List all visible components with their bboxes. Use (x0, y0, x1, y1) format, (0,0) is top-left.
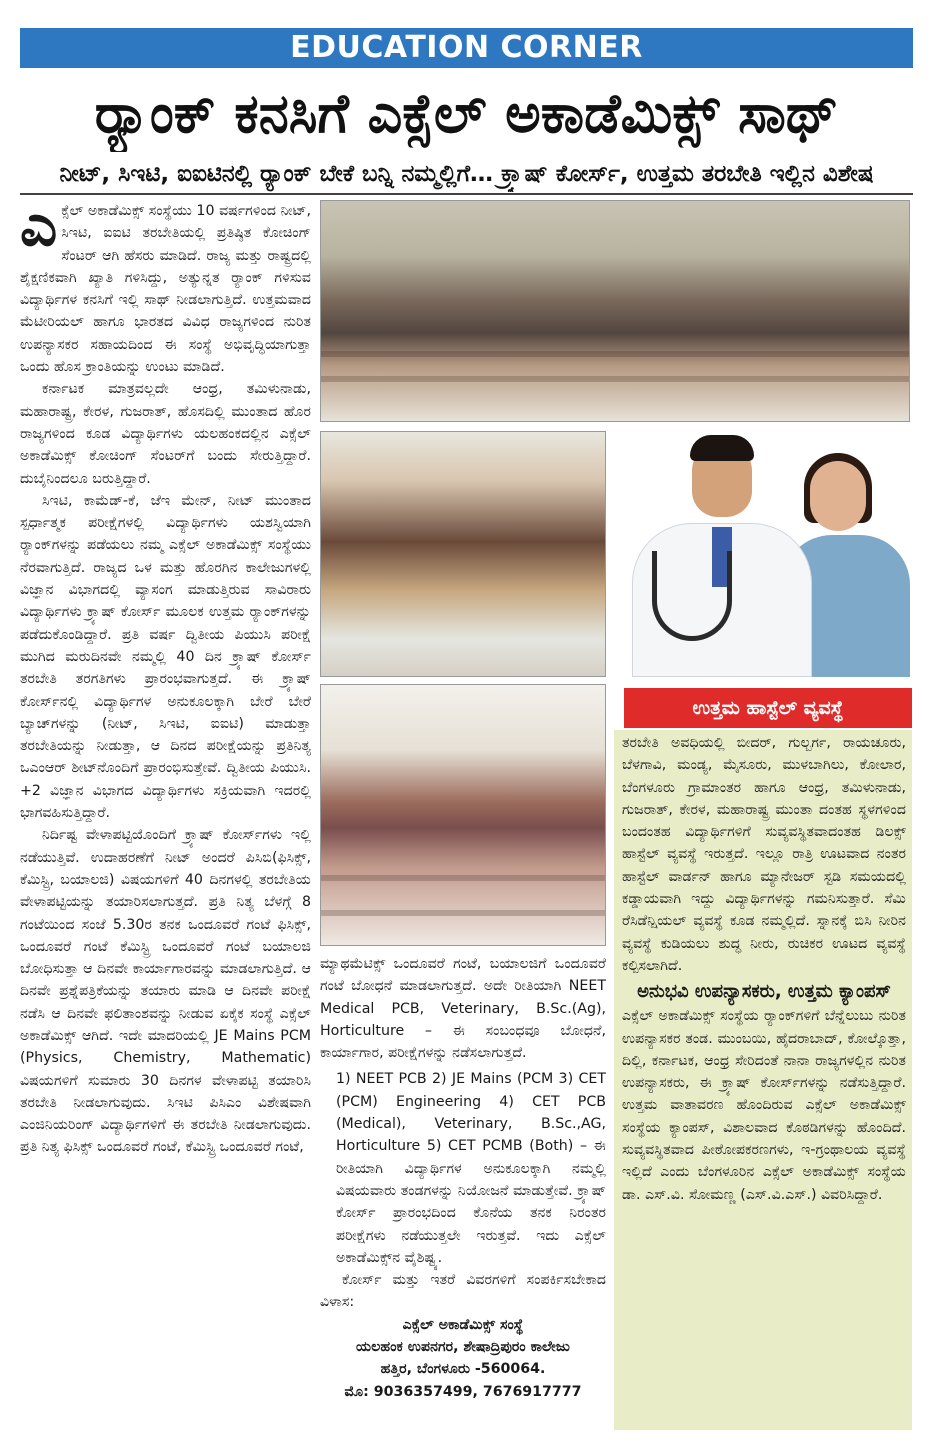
contact-name: ಎಕ್ಸೆಲ್ ಅಕಾಡೆಮಿಕ್ಸ್ ಸಂಸ್ಥೆ (402, 1316, 524, 1333)
classroom-photo (320, 200, 910, 422)
paragraph: ಕೋರ್ಸ್ ಮತ್ತು ಇತರೆ ವಿವರಗಳಿಗೆ ಸಂಪರ್ಕಿಸಬೇಕಾದ ವಿಳಾಸ: (320, 1272, 606, 1311)
exam-hall-photo (320, 684, 606, 946)
desk-row (321, 351, 909, 357)
paragraph: ಸಿಇಟಿ, ಕಾಮೆಡ್-ಕೆ, ಜೆಇ ಮೇನ್, ನೀಟ್ ಮುಂತಾದ ಸ್ಪರ್ಧಾತ್ಮಕ ಪರೀಕ್ಷೆಗಳಲ್ಲಿ ವಿದ್ಯಾರ್ಥಿಗಳು ಯಶಸ್ವಿಯಾಗಿ ರ್‍ಯಾಂಕ್‌ಗಳನ್ನು ಪಡೆಯಲು ನಮ್ಮ ಎಕ್ಸೆಲ್ ಅಕಾಡೆಮಿಕ್ಸ್ ಸಂಸ್ಥೆಯು ನೆರವಾಗುತ್ತಿದೆ. ರಾಜ್ಯದ ಒಳ ಮತ್ತು ಹೊರಗಿನ ಕಾಲೇಜುಗಳಲ್ಲಿ ವಿಜ್ಞಾನ ವಿಭಾಗದಲ್ಲಿ ವ್ಯಾಸಂಗ ಮಾಡುತ್ತಿರುವ ಸಾವಿರಾರು ವಿದ್ಯಾರ್ಥಿಗಳು ಕ್ರ್ಯಾಷ್ ಕೋರ್ಸ್ ಮೂಲಕ ಉತ್ತಮ ರ್‍ಯಾಂಕ್‌ಗಳನ್ನು ಪಡೆದುಕೊಂಡಿದ್ದಾರೆ. ಪ್ರತಿ ವರ್ಷ ದ್ವಿತೀಯ ಪಿಯುಸಿ ಪರೀಕ್ಷೆ ಮುಗಿದ ಮರುದಿನವೇ ನಮ್ಮಲ್ಲಿ 40 ದಿನ ಕ್ರ್ಯಾಷ್ ಕೋರ್ಸ್ ತರಬೇತಿ ತರಗತಿಗಳು ಪ್ರಾರಂಭವಾಗುತ್ತದೆ. ಈ ಕ್ರ್ಯಾಷ್ ಕೋರ್ಸ್‌ನಲ್ಲಿ ವಿದ್ಯಾರ್ಥಿಗಳ ಅನುಕೂಲಕ್ಕಾಗಿ ಬೇರೆ ಬೇರೆ ಬ್ಯಾಚ್‌ಗಳನ್ನು (ನೀಟ್, ಸಿಇಟಿ, ಐಐಟಿ) ಮಾಡುತ್ತಾ ತರಬೇತಿಯನ್ನು ನೀಡುತ್ತಾ, ಆ ದಿನದ ಪರೀಕ್ಷೆಯನ್ನು ಪ್ರತಿನಿತ್ಯ ಒಎಂಆರ್ ಶೀಟ್‌ನೊಂದಿಗೆ ಪ್ರಾರಂಭಿಸುತ್ತೇವೆ. ದ್ವಿತೀಯ ಪಿಯುಸಿ. +2 ವಿಜ್ಞಾನ ವಿಭಾಗದ ವಿದ್ಯಾರ್ಥಿಗಳು ಸಕ್ರಿಯವಾಗಿ ಇದರಲ್ಲಿ ಭಾಗವಹಿಸುತ್ತಿದ್ದಾರೆ. (20, 492, 311, 822)
paragraph: ಮ್ಯಾಥಮೆಟಿಕ್ಸ್ ಒಂದೂವರೆ ಗಂಟೆ, ಬಯಾಲಜಿಗೆ ಒಂದೂವರೆ ಗಂಟೆ ಬೋಧನೆ ಮಾಡಲಾಗುತ್ತದೆ. ಅದೇ ರೀತಿಯಾಗಿ NEET Medical PCB, Veterinary, B.Sc.(Ag), Horticulture – ಈ ಸಂಬಂಧವೂ ಬೋಧನೆ, ಕಾರ್ಯಾಗಾರ, ಪರೀಕ್ಷೆಗಳನ್ನು ನಡೆಸಲಾಗುತ್ತದೆ. (320, 956, 606, 1062)
contact-address: ಹತ್ತಿರ, ಬೆಂಗಳೂರು -560064. (380, 1361, 546, 1378)
contact-phone: ಮೊ: 9036357499, 7676917777 (344, 1383, 582, 1400)
paragraph: ಎಕ್ಸೆಲ್ ಅಕಾಡೆಮಿಕ್ಸ್ ಸಂಸ್ಥೆಯ ರ್‍ಯಾಂಕ್‌ಗಳಿಗೆ ಬೆನ್ನೆಲುಬು ನುರಿತ ಉಪನ್ಯಾಸಕರ ತಂಡ. ಮುಂಬಯಿ, ಹೈದರಾಬಾದ್, ಕೋಲ್ಕೊತ್ತಾ, ದಿಲ್ಲಿ, ಕರ್ನಾಟಕ, ಆಂಧ್ರ ಸೇರಿದಂತೆ ನಾನಾ ರಾಜ್ಯಗಳಲ್ಲಿನ ನುರಿತ ಉಪನ್ಯಾಸಕರು, ಈ ಕ್ರ್ಯಾಷ್ ಕೋರ್ಸ್‌ಗಳನ್ನು ನಡೆಸುತ್ತಿದ್ದಾರೆ. ಉತ್ತಮ ವಾತಾವರಣ ಹೊಂದಿರುವ ಎಕ್ಸೆಲ್ ಅಕಾಡೆಮಿಕ್ಸ್ ಸಂಸ್ಥೆಯ ಕ್ಯಾಂಪಸ್, ವಿಶಾಲವಾದ ಕೊಠಡಿಗಳನ್ನು ಹೊಂದಿದೆ. ಸುವ್ಯವಸ್ಥಿತವಾದ ಪೀಠೋಪಕರಣಗಳು, ಇ-ಗ್ರಂಥಾಲಯ ವ್ಯವಸ್ಥೆ ಇಲ್ಲಿದೆ ಎಂದು ಬೆಂಗಳೂರಿನ ಎಕ್ಸೆಲ್ ಅಕಾಡೆಮಿಕ್ಸ್ ಸಂಸ್ಥೆಯ ಡಾ. ಎಸ್.ವಿ. ಸೋಮಣ್ಣ (ಎಸ್.ವಿ.ಎಸ್.) ವಿವರಿಸಿದ್ದಾರೆ. (622, 1008, 906, 1203)
section-banner: EDUCATION CORNER (20, 28, 913, 68)
desk-row (321, 875, 605, 881)
contact-address: ಯಲಹಂಕ ಉಪನಗರ, ಶೇಷಾದ್ರಿಪುರಂ ಕಾಲೇಜು (356, 1339, 570, 1356)
sidebar-title: ಉತ್ತಮ ಹಾಸ್ಟೆಲ್ ವ್ಯವಸ್ಥೆ (624, 688, 912, 728)
contact-block (320, 1314, 606, 1403)
stethoscope-icon (652, 551, 732, 641)
paragraph (20, 200, 311, 378)
students-with-books-photo (320, 431, 606, 677)
doctors-image (612, 431, 912, 677)
divider (20, 193, 913, 195)
desk-row (321, 910, 605, 916)
paragraph: ತರಬೇತಿ ಅವಧಿಯಲ್ಲಿ ಬೀದರ್, ಗುಲ್ಬರ್ಗ, ರಾಯಚೂರು, ಬೆಳಗಾವಿ, ಮಂಡ್ಯ, ಮೈಸೂರು, ಮುಳಬಾಗಿಲು, ಕೋಲಾರ, ಬೆಂಗಳೂರು ಗ್ರಾಮಾಂತರ ಹಾಗೂ ಆಂಧ್ರ, ತಮಿಳುನಾಡು, ಗುಜರಾತ್, ಕೇರಳ, ಮಹಾರಾಷ್ಟ್ರ ಮುಂತಾ ದಂತಹ ಸ್ಥಳಗಳಿಂದ ಬಂದಂತಹ ವಿದ್ಯಾರ್ಥಿಗಳಿಗೆ ಸುವ್ಯವಸ್ಥಿತವಾದಂತಹ ಡಿಲಕ್ಸ್ ಹಾಸ್ಟೆಲ್ ವ್ಯವಸ್ಥೆ ಇರುತ್ತದೆ. ಇಲ್ಲೂ ರಾತ್ರಿ ಊಟವಾದ ನಂತರ ಹಾಸ್ಟೆಲ್ ವಾರ್ಡನ್ ಹಾಗೂ ಮ್ಯಾನೇಜರ್ ಸ್ಟಡಿ ಸಮಯದಲ್ಲಿ ಕಡ್ಡಾಯವಾಗಿ ಇದ್ದು ವಿದ್ಯಾರ್ಥಿಗಳನ್ನು ಗಮನಿಸುತ್ತಾರೆ. ಸೆಮಿ ರೆಸಿಡೆನ್ಷಿಯಲ್ ವ್ಯವಸ್ಥೆ ಕೂಡ ನಮ್ಮಲ್ಲಿದೆ. ಸ್ನಾನಕ್ಕೆ ಬಿಸಿ ನೀರಿನ ವ್ಯವಸ್ಥೆ ಕುಡಿಯಲು ಶುದ್ಧ ನೀರು, ರುಚಿಕರ ಊಟದ ವ್ಯವಸ್ಥೆ ಕಲ್ಪಿಸಲಾಗಿದೆ. (622, 735, 906, 974)
desk-row (321, 376, 909, 382)
paragraph: ಕರ್ನಾಟಕ ಮಾತ್ರವಲ್ಲದೇ ಆಂಧ್ರ, ತಮಿಳುನಾಡು, ಮಹಾರಾಷ್ಟ್ರ, ಕೇರಳ, ಗುಜರಾತ್, ಹೊಸದಿಲ್ಲಿ ಮುಂತಾದ ಹೊರ ರಾಜ್ಯಗಳಿಂದ ಕೂಡ ವಿದ್ಯಾರ್ಥಿಗಳು ಯಲಹಂಕದಲ್ಲಿನ ಎಕ್ಸೆಲ್ ಅಕಾಡೆಮಿಕ್ಸ್ ಕೋಚಿಂಗ್ ಸೆಂಟರ್‌ಗೆ ಬಂದು ಸೇರುತ್ತಿದ್ದಾರೆ. ದುಬೈನಿಂದಲೂ ಬರುತ್ತಿದ್ದಾರೆ. (20, 381, 311, 487)
sidebar-subtitle: ಅನುಭವಿ ಉಪನ್ಯಾಸಕರು, ಉತ್ತಮ ಕ್ಯಾಂಪಸ್ (637, 981, 891, 1003)
paragraph-text: ಕ್ಸೆಲ್ ಅಕಾಡೆಮಿಕ್ಸ್ ಸಂಸ್ಥೆಯು 10 ವರ್ಷಗಳಿಂದ ನೀಟ್, ಸಿಇಟಿ, ಐಐಟಿ ತರಬೇತಿಯಲ್ಲಿ ಪ್ರತಿಷ್ಠಿತ ಕೋಚಿಂಗ್ ಸೆಂಟರ್ ಆಗಿ ಹೆಸರು ಮಾಡಿದೆ. ರಾಜ್ಯ ಮತ್ತು ರಾಷ್ಟ್ರದಲ್ಲಿ ಶೈಕ್ಷಣಿಕವಾಗಿ ಖ್ಯಾತಿ ಗಳಿಸಿದ್ದು, ಅತ್ಯುನ್ನತ ರ್‍ಯಾಂಕ್ ಗಳಿಸುವ ವಿದ್ಯಾರ್ಥಿಗಳ ಕನಸಿಗೆ ಇಲ್ಲಿ ಸಾಥ್ ನೀಡಲಾಗುತ್ತಿದೆ. ಉತ್ತಮವಾದ ಮೆಟೀರಿಯಲ್ ಹಾಗೂ ಭಾರತದ ವಿವಿಧ ರಾಜ್ಯಗಳಿಂದ ನುರಿತ ಉಪನ್ಯಾಸಕರ ಸಹಾಯದಿಂದ ಈ ಸಂಸ್ಥೆ ಅಭಿವೃದ್ಧಿಯಾಗುತ್ತಾ ಒಂದು ಹೊಸ ಕ್ರಾಂತಿಯನ್ನು ಉಂಟು ಮಾಡಿದೆ. (20, 203, 311, 376)
doctor-face (810, 461, 866, 531)
drop-cap: ಎ (20, 200, 58, 259)
article-column-1 (20, 200, 311, 1440)
course-list: 1) NEET PCB 2) JE Mains (PCM 3) CET (PCM) Engineering 4) CET PCB (Medical), Veterinary, B.Sc.,AG, Horticulture 5) CET PCMB (Both) – ಈ ರೀತಿಯಾಗಿ ವಿದ್ಯಾರ್ಥಿಗಳ ಅನುಕೂಲಕ್ಕಾಗಿ ನಮ್ಮಲ್ಲಿ ವಿಷಯವಾರು ತಂಡಗಳನ್ನು ನಿಯೋಜನೆ ಮಾಡುತ್ತೇವೆ. ಕ್ರ್ಯಾಷ್ ಕೋರ್ಸ್ ಪ್ರಾರಂಭದಿಂದ ಕೊನೆಯ ತನಕ ನಿರಂತರ ಪರೀಕ್ಷೆಗಳು ನಡೆಯುತ್ತಲೇ ಇರುತ್ತವೆ. ಇದು ಎಕ್ಸೆಲ್ ಅಕಾಡೆಮಿಕ್ಸ್‌ನ ವೈಶಿಷ್ಟ್ಯ. (336, 1071, 606, 1266)
paragraph: ನಿರ್ದಿಷ್ಟ ವೇಳಾಪಟ್ಟಿಯೊಂದಿಗೆ ಕ್ರ್ಯಾಷ್ ಕೋರ್ಸ್‌ಗಳು ಇಲ್ಲಿ ನಡೆಯುತ್ತಿವೆ. ಉದಾಹರಣೆಗೆ ನೀಟ್ ಅಂದರೆ ಪಿಸಿಬಿ(ಫಿಸಿಕ್ಸ್, ಕೆಮಿಸ್ಟ್ರಿ, ಬಯಾಲಜಿ) ವಿಷಯಗಳಿಗೆ 40 ದಿನಗಳಲ್ಲಿ ತರಬೇತಿಯ ವೇಳಾಪಟ್ಟಿಯನ್ನು ತಯಾರಿಸಲಾಗುತ್ತದೆ. ಪ್ರತಿ ನಿತ್ಯ ಬೆಳಗ್ಗೆ 8 ಗಂಟೆಯಿಂದ ಸಂಜೆ 5.30ರ ತನಕ ಒಂದೂವರೆ ಗಂಟೆ ಫಿಸಿಕ್ಸ್, ಒಂದೂವರೆ ಗಂಟೆ ಕೆಮಿಸ್ಟ್ರಿ ಒಂದೂವರೆ ಗಂಟೆ ಬಯಾಲಜಿ ಬೋಧಿಸುತ್ತಾ ಆ ದಿನವೇ ಕಾರ್ಯಾಗಾರವನ್ನು ಮಾಡಲಾಗುತ್ತಿದೆ. ಆ ದಿನವೇ ಪ್ರಶ್ನೆಪತ್ರಿಕೆಯನ್ನು ತಯಾರು ಮಾಡಿ ಆ ದಿನವೇ ಪರೀಕ್ಷೆ ನಡೆಸಿ ಆ ದಿನವೇ ಫಲಿತಾಂಶವನ್ನು ನೀಡುವ ಏಕೈಕ ಸಂಸ್ಥೆ ಎಕ್ಸೆಲ್ ಅಕಾಡೆಮಿಕ್ಸ್ ಆಗಿದೆ. ಇದೇ ಮಾದರಿಯಲ್ಲಿ JE Mains PCM (Physics, Chemistry, Mathematic) ವಿಷಯಗಳಿಗೆ ಸುಮಾರು 30 ದಿನಗಳ ವೇಳಾಪಟ್ಟಿ ತಯಾರಿಸಿ ತರಬೇತಿ ನೀಡಲಾಗುವುದು. ಸಿಇಟಿ ಪಿಸಿಎಂ ವಿಶೇಷವಾಗಿ ಎಂಜಿನಿಯರಿಂಗ್ ವಿದ್ಯಾರ್ಥಿಗಳಿಗೆ ಈ ತರಬೇತಿ ನೀಡಲಾಗುವುದು. ಪ್ರತಿ ನಿತ್ಯ ಫಿಸಿಕ್ಸ್ ಒಂದೂವರೆ ಗಂಟೆ, ಕೆಮಿಸ್ಟ್ರಿ ಒಂದೂವರೆ ಗಂಟೆ, (20, 827, 311, 1156)
doctor-hair (690, 435, 754, 461)
subheadline: ನೀಟ್, ಸಿಇಟಿ, ಐಐಟಿನಲ್ಲಿ ರ್‍ಯಾಂಕ್ ಬೇಕೆ ಬನ್ನಿ ನಮ್ಮಲ್ಲಿಗೆ… ಕ್ರ್ಯಾಷ್ ಕೋರ್ಸ್, ಉತ್ತಮ ತರಬೇತಿ ಇಲ್ಲಿನ ವಿಶೇಷ (59, 161, 874, 187)
sidebar-column (622, 732, 906, 1432)
headline: ರ್‍ಯಾಂಕ್ ಕನಸಿಗೆ ಎಕ್ಸೆಲ್ ಅಕಾಡೆಮಿಕ್ಸ್ ಸಾಥ್ (94, 82, 839, 145)
article-column-2 (320, 953, 606, 1443)
